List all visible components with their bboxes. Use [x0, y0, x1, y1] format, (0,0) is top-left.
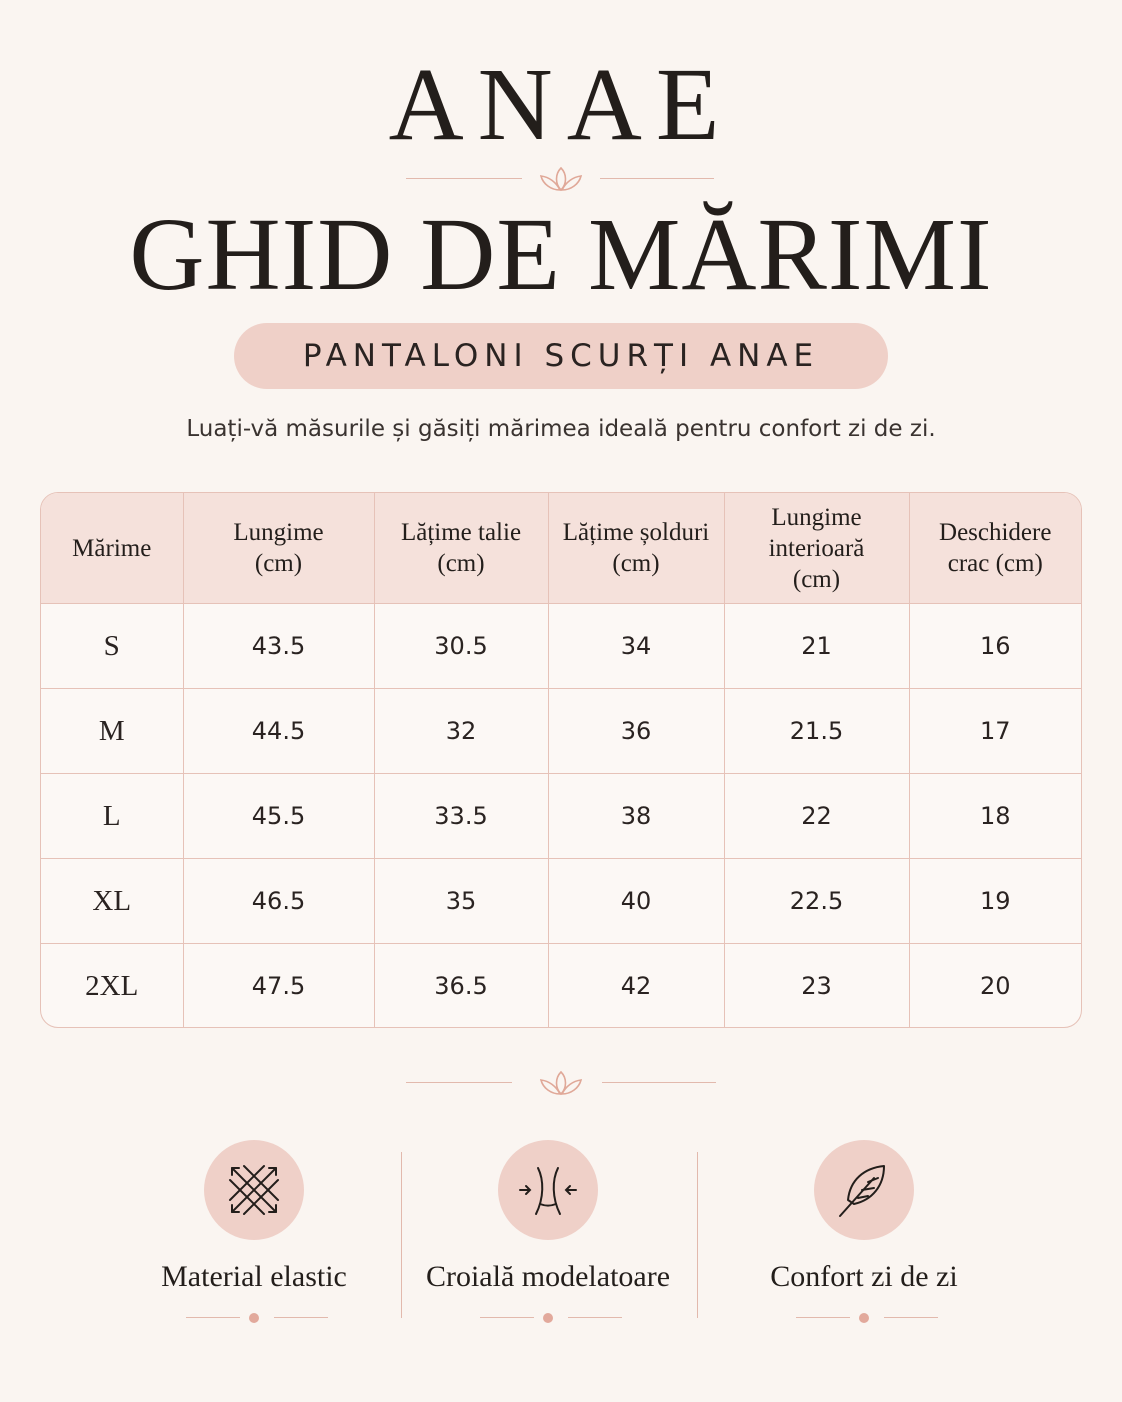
measurement-cell: 42: [548, 944, 724, 1029]
feature-confort: [714, 1140, 1014, 1328]
table-row: [41, 944, 1081, 1029]
column-header-text: Lățime talie: [400, 519, 522, 546]
measurement-cell: 36: [548, 689, 724, 774]
table-header-row: [41, 493, 1081, 604]
column-header-text: crac (cm): [947, 550, 1043, 577]
size-table: [40, 492, 1082, 1028]
feather-icon: [834, 1160, 894, 1220]
column-header-text: Lățime șolduri: [562, 519, 710, 546]
measurement-cell: 44.5: [183, 689, 374, 774]
features-section: [0, 1140, 1122, 1340]
column-header-text: (cm): [437, 550, 485, 577]
table-row: [41, 689, 1081, 774]
size-cell: M: [41, 689, 183, 774]
measurement-cell: 22: [724, 774, 909, 859]
measurement-cell: 30.5: [374, 604, 548, 689]
measurement-cell: 23: [724, 944, 909, 1029]
feature-material-elastic: [104, 1140, 404, 1328]
measurement-cell: 38: [548, 774, 724, 859]
measurement-cell: 18: [909, 774, 1081, 859]
column-header: [909, 493, 1081, 604]
brand-logo: ANAE: [388, 47, 734, 162]
measurement-cell: 21.5: [724, 689, 909, 774]
page-title: GHID DE MĂRIMI: [129, 197, 993, 312]
column-header: [374, 493, 548, 604]
measurement-cell: 16: [909, 604, 1081, 689]
column-header: [41, 493, 183, 604]
size-cell: S: [41, 604, 183, 689]
measurement-cell: 33.5: [374, 774, 548, 859]
vertical-divider: [697, 1152, 698, 1318]
waist-shape-icon: [518, 1160, 578, 1220]
size-cell: L: [41, 774, 183, 859]
measurement-cell: 46.5: [183, 859, 374, 944]
measurement-cell: 20: [979, 972, 1011, 1000]
table-row: [41, 774, 1081, 859]
ornament-divider-bottom: [0, 1068, 1122, 1098]
measurement-cell: 36.5: [374, 944, 548, 1029]
size-cell: XL: [41, 859, 183, 944]
column-header: [183, 493, 374, 604]
table-row: [41, 604, 1081, 689]
stretch-arrows-icon: [224, 1160, 284, 1220]
column-header: [548, 493, 724, 604]
table-row: [41, 859, 1081, 944]
column-header-text: interioară: [768, 534, 865, 562]
measurement-cell: 45.5: [183, 774, 374, 859]
product-badge: PANTALONI SCURȚI ANAE: [234, 323, 888, 389]
lotus-icon: [531, 164, 591, 194]
measurement-cell: 47.5: [183, 944, 374, 1029]
measurement-cell: 34: [548, 604, 724, 689]
measurement-cell: 35: [374, 859, 548, 944]
column-header-text: (cm): [792, 565, 841, 593]
feature-croiala: [398, 1140, 698, 1328]
measurement-cell: 43.5: [183, 604, 374, 689]
measurement-cell: 21: [724, 604, 909, 689]
subtitle: Luați-vă măsurile și găsiți mărimea ideală pentru confort zi de zi.: [186, 416, 936, 442]
measurement-cell: 40: [548, 859, 724, 944]
feature-label: Croială modelatoare: [425, 1260, 671, 1293]
column-header-text: Lungime: [233, 519, 324, 546]
column-header-text: Deschidere: [939, 519, 1052, 546]
measurement-cell: 19: [909, 859, 1081, 944]
column-header-text: Mărime: [72, 534, 152, 562]
column-header: [724, 493, 909, 604]
feature-label: Material elastic: [161, 1260, 347, 1293]
column-header-text: Lungime: [771, 503, 862, 531]
feature-label: Confort zi de zi: [770, 1260, 958, 1293]
measurement-cell: 17: [909, 689, 1081, 774]
size-cell: 2XL: [41, 944, 183, 1029]
measurement-cell: 22.5: [724, 859, 909, 944]
measurement-cell: 32: [374, 689, 548, 774]
column-header-text: (cm): [612, 550, 660, 577]
lotus-icon: [531, 1068, 591, 1098]
column-header-text: (cm): [254, 550, 303, 577]
ornament-divider-top: [0, 164, 1122, 194]
